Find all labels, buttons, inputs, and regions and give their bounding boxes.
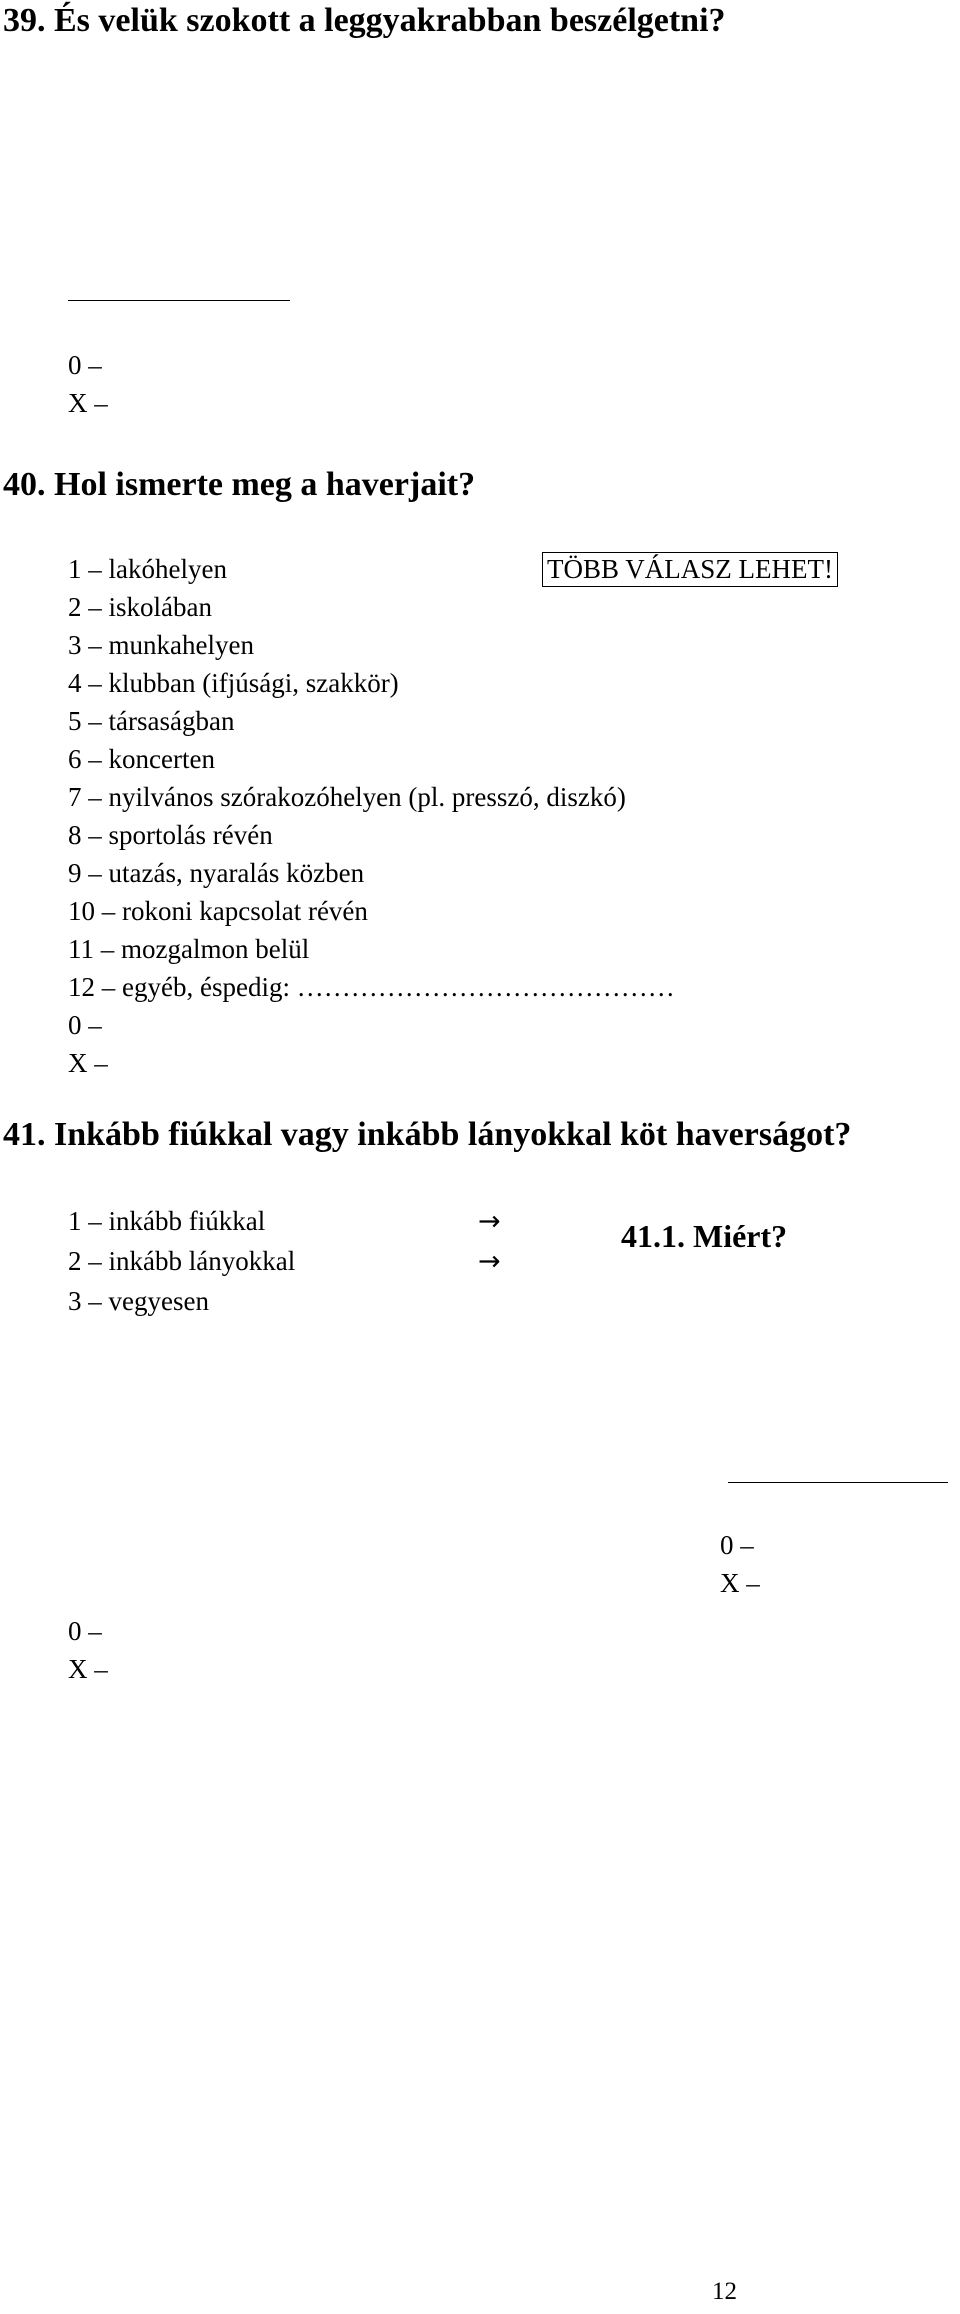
q40-option: 8 – sportolás révén (68, 820, 273, 850)
q41-title: 41. Inkább fiúkkal vagy inkább lányokkal köt haverságot? (3, 1116, 852, 1153)
q40-option: 9 – utazás, nyaralás közben (68, 858, 365, 888)
q40-option: 11 – mozgalmon belül (68, 934, 310, 964)
q41-option: 3 – vegyesen (68, 1286, 209, 1316)
q41-code-x: X – (68, 1654, 108, 1684)
q40-option-other[interactable]: 12 – egyéb, éspedig: …………………………………… (68, 972, 675, 1002)
q40-option: 3 – munkahelyen (68, 630, 254, 660)
q41-1-code-x: X – (720, 1568, 760, 1598)
q41-option: 2 – inkább lányokkal (68, 1246, 296, 1276)
q39-answer-line[interactable] (68, 300, 290, 301)
q41-1-answer-line[interactable] (728, 1482, 948, 1483)
q39-code-0: 0 – (68, 350, 102, 380)
q40-option: 10 – rokoni kapcsolat révén (68, 896, 368, 926)
q39-code-x: X – (68, 388, 108, 418)
q40-option: 4 – klubban (ifjúsági, szakkör) (68, 668, 399, 698)
q40-title: 40. Hol ismerte meg a haverjait? (3, 466, 476, 503)
q41-1-title: 41.1. Miért? (621, 1218, 788, 1254)
q41-option: 1 – inkább fiúkkal (68, 1206, 266, 1236)
q40-code-x: X – (68, 1048, 108, 1078)
q40-option: 6 – koncerten (68, 744, 215, 774)
q41-1-code-0: 0 – (720, 1530, 754, 1560)
q40-option: 7 – nyilvános szórakozóhelyen (pl. presszó, diszkó) (68, 782, 626, 812)
q39-title: 39. És velük szokott a leggyakrabban beszélgetni? (3, 2, 726, 39)
q40-code-0: 0 – (68, 1010, 102, 1040)
q40-option: 5 – társaságban (68, 706, 235, 736)
q40-option: 2 – iskolában (68, 592, 212, 622)
page-number: 12 (712, 2278, 737, 2305)
right-arrow-icon: → (478, 1206, 501, 1237)
multiple-answers-note: TÖBB VÁLASZ LEHET! (542, 552, 838, 587)
q40-option: 1 – lakóhelyen (68, 554, 227, 584)
right-arrow-icon: → (478, 1246, 501, 1277)
q41-code-0: 0 – (68, 1616, 102, 1646)
